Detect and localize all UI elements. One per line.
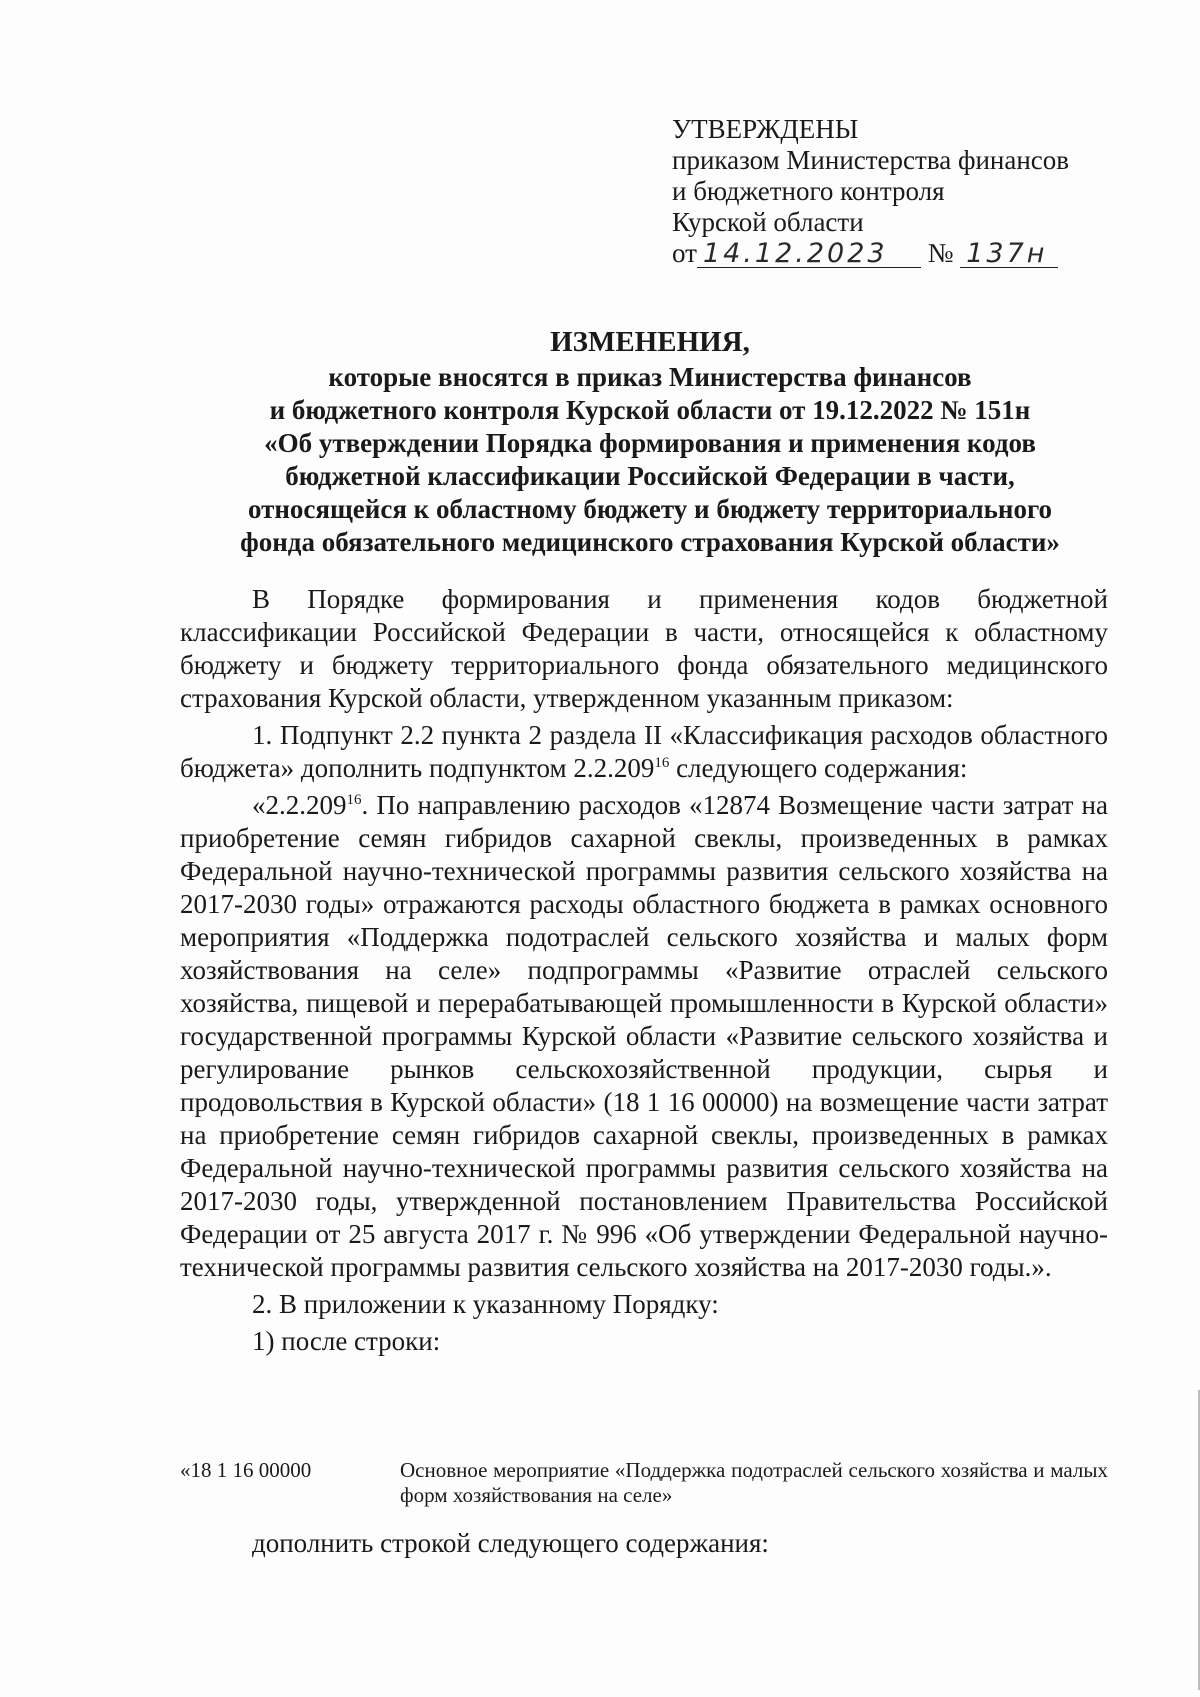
- paragraph-intro: В Порядке формирования и применения кодов бюджетной классификации Российской Федерации в части, относящейся к областному бюджету и бюджету территориального фонда обязательного медицинского страхования Курской области, утвержденном указанным приказом:: [180, 584, 1108, 713]
- paragraph-quote: «2.2.209$^{16}$. По направлению расходов «12874 Возмещение части затрат на приобретение семян гибридов сахарной свеклы, произведенных в рамках Федеральной научно-технической программы развития сельского хозяйства на 2017-2030 годы» отражаются расходы областного бюджета в рамках основного мероприятия «Поддержка подотраслей сельского хозяйства и малых форм хозяйствования на селе» подпрограммы «Развитие отраслей сельского хозяйства, пищевой и перерабатывающей промышленности в Курской области» государственной программы Курской области «Развитие сельского хозяйства и регулирование рынков сельскохозяйственной продукции, сырья и продовольствия в Курской области» (18 1 16 00000) на возмещение части затрат на приобретение семян гибридов сахарной свеклы, произведенных в рамках Федеральной научно-технической программы развития сельского хозяйства на 2017-2030 годы, утвержденной постановлением Правительства Российской Федерации от 25 августа 2017 г. № 996 «Об утверждении Федеральной научно-технической программы развития сельского хозяйства на 2017-2030 годы.».: [180, 790, 1108, 1282]
- document-title: [180, 326, 1120, 559]
- title-line: «Об утверждении Порядка формирования и применения кодов: [264, 428, 1036, 458]
- title-line: и бюджетного контроля Курской области от 19.12.2022 № 151н: [269, 395, 1031, 425]
- superscript: 16: [654, 755, 670, 771]
- approval-heading: УТВЕРЖДЕНЫ: [672, 114, 859, 144]
- approval-line: Курской области: [672, 207, 864, 237]
- budget-code-description: Основное мероприятие «Поддержка подотраслей сельского хозяйства и малых форм хозяйствования на селе»: [400, 1458, 1108, 1507]
- document-body: [180, 583, 1108, 1362]
- approval-line: приказом Министерства финансов: [672, 145, 1070, 175]
- table-row: [180, 1458, 1108, 1508]
- approval-date-line: [672, 238, 1142, 269]
- title-line: относящейся к областному бюджету и бюджету территориального: [247, 494, 1053, 524]
- budget-code: «18 1 16 00000: [180, 1458, 312, 1482]
- paragraph-closing: дополнить строкой следующего содержания:: [252, 1528, 769, 1558]
- superscript: 16: [346, 792, 362, 808]
- handwritten-date: 14.12.2023: [697, 241, 921, 268]
- date-prefix: от: [672, 238, 697, 268]
- paragraph-subitem-1: 1) после строки:: [252, 1326, 441, 1356]
- paragraph-item-1: 1. Подпункт 2.2 пункта 2 раздела II «Классификация расходов областного бюджета» дополнить подпунктом 2.2.209$^{16}$ следующего содержания:: [180, 720, 1108, 783]
- title-line: которые вносятся в приказ Министерства финансов: [328, 362, 972, 392]
- approval-block: [672, 114, 1142, 269]
- title-line: фонда обязательного медицинского страхования Курской области»: [240, 527, 1060, 557]
- handwritten-number: 137н: [960, 241, 1058, 268]
- number-prefix: №: [927, 238, 954, 268]
- approval-line: и бюджетного контроля: [672, 176, 945, 206]
- title-main: ИЗМЕНЕНИЯ,: [550, 326, 750, 358]
- paragraph-item-2: 2. В приложении к указанному Порядку:: [252, 1289, 719, 1319]
- title-line: бюджетной классификации Российской Федерации в части,: [285, 461, 1015, 491]
